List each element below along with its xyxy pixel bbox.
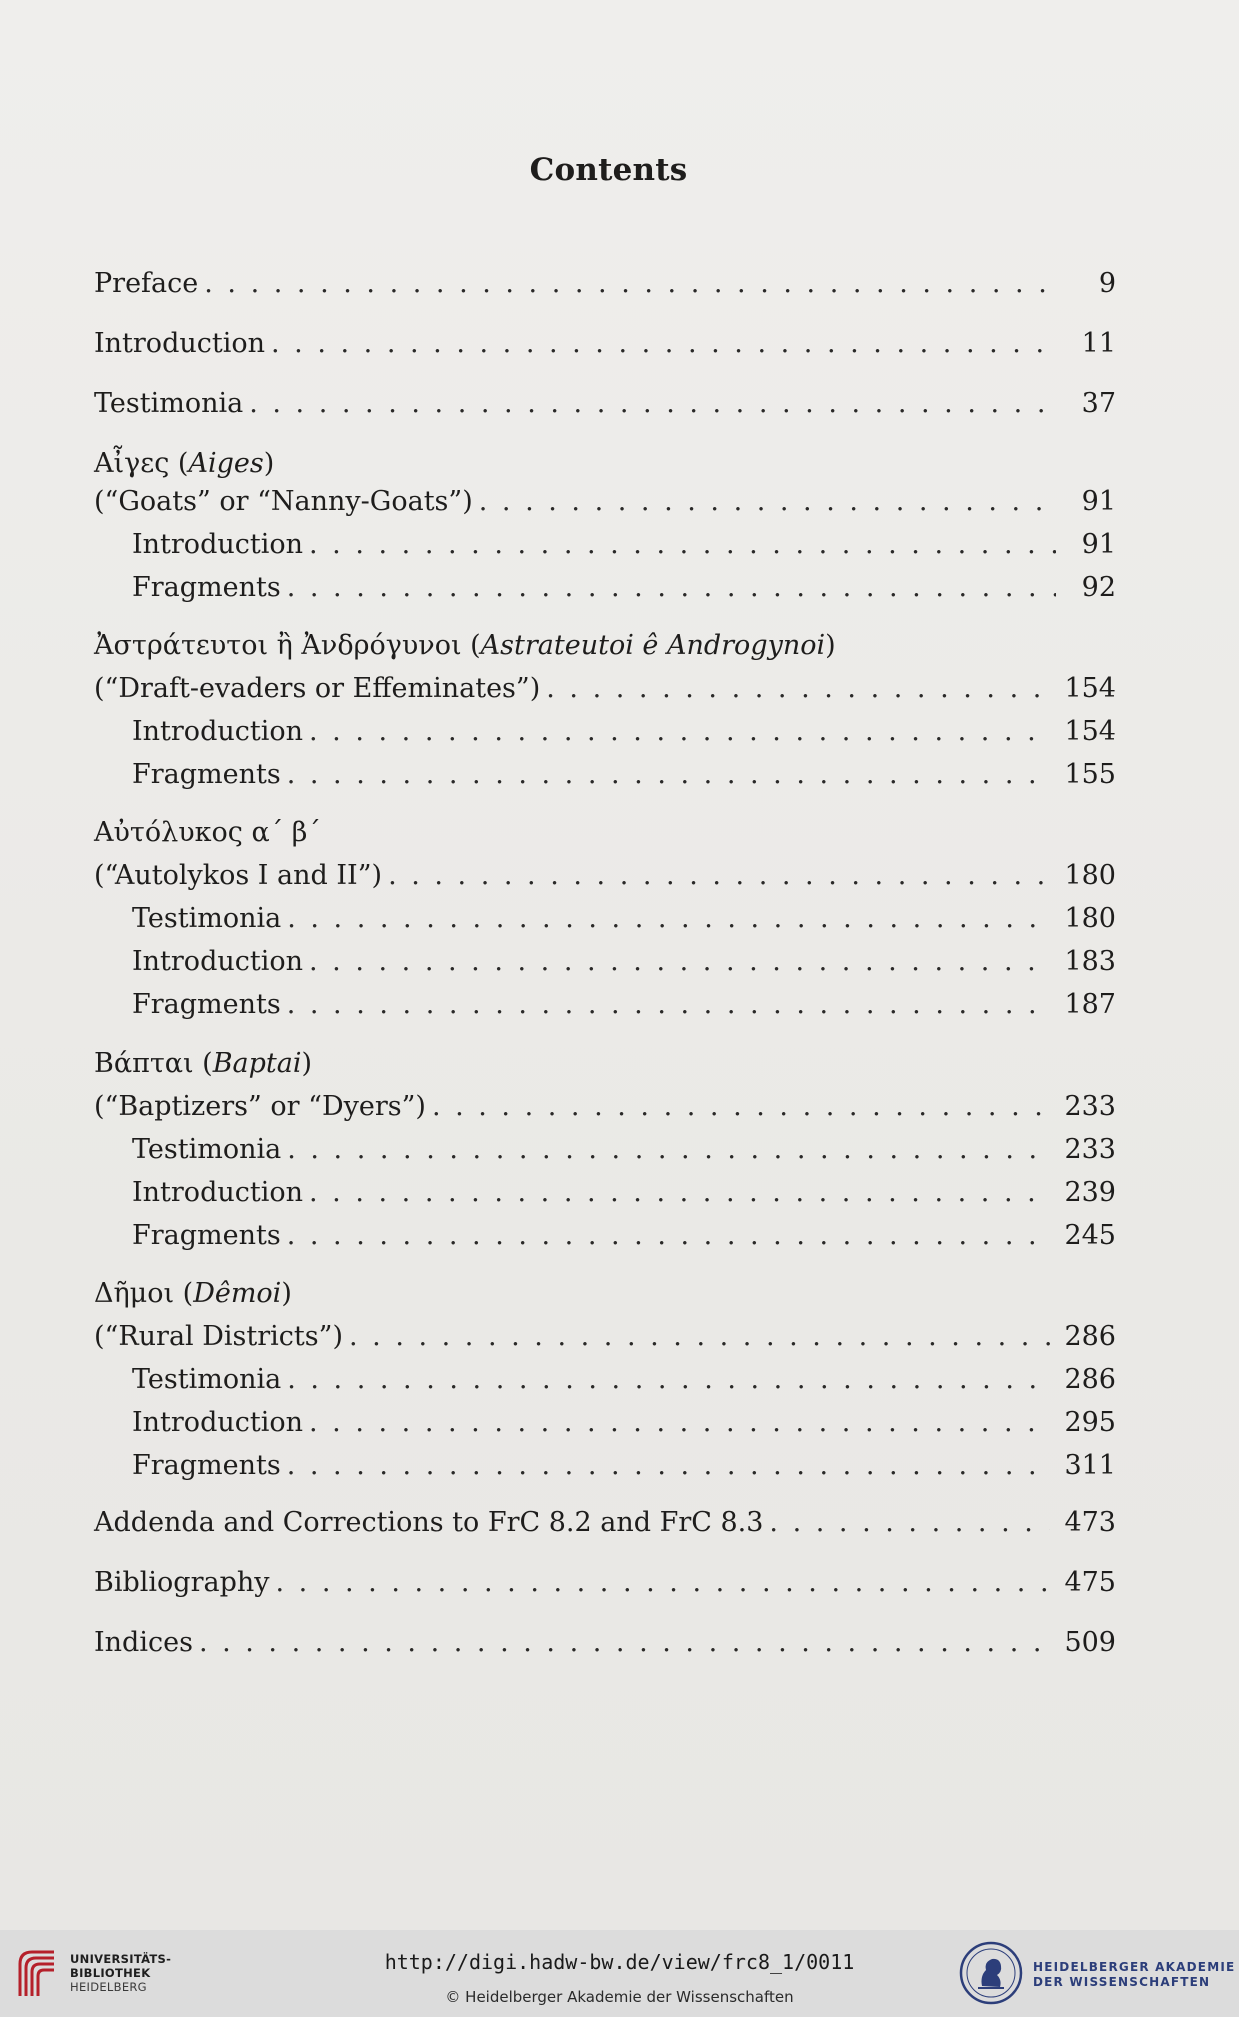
leader-dots <box>287 568 1056 608</box>
copyright-notice: © Heidelberger Akademie der Wissenschaften <box>445 1988 794 2006</box>
greek-title: Ἀστράτευτοι ἢ Ἀνδρόγυνοι <box>94 630 462 661</box>
toc-page-number: 11 <box>1081 328 1116 359</box>
toc-label: Testimonia <box>94 388 244 419</box>
leader-dots <box>432 1087 1051 1127</box>
leader-dots <box>388 856 1050 896</box>
toc-subentry[interactable] <box>132 1173 1116 1213</box>
toc-subentry[interactable] <box>132 1216 1116 1256</box>
toc-label: Bibliography <box>94 1567 270 1598</box>
footer-bar <box>0 1930 1239 2017</box>
toc-page-number: 187 <box>1064 989 1116 1020</box>
academy-name-line: HEIDELBERGER AKADEMIE <box>1033 1960 1236 1974</box>
toc-page-number: 473 <box>1064 1507 1116 1538</box>
leader-dots <box>769 1503 1050 1543</box>
transliterated-title: Aiges <box>188 448 264 479</box>
play-heading-demoi: Δῆμοι (Dêmoi) <box>94 1278 292 1309</box>
leader-dots <box>309 1403 1050 1443</box>
toc-page-number: 245 <box>1064 1220 1116 1251</box>
page-title: Contents <box>529 152 688 188</box>
toc-entry-autolykos[interactable] <box>94 856 1116 896</box>
toc-entry-indices[interactable] <box>94 1623 1116 1663</box>
academy-name <box>1033 1960 1235 1990</box>
greek-title: Δῆμοι <box>94 1278 175 1309</box>
academy-name-line: DER WISSENSCHAFTEN <box>1033 1975 1211 1989</box>
greek-title: Βάπται <box>94 1048 194 1079</box>
toc-entry-aiges[interactable] <box>94 482 1116 522</box>
toc-label: Indices <box>94 1627 193 1658</box>
toc-label: Fragments <box>132 1450 281 1481</box>
toc-label: Testimonia <box>132 1364 282 1395</box>
toc-subentry[interactable] <box>132 942 1116 982</box>
leader-dots <box>479 482 1056 522</box>
source-url-link[interactable]: http://digi.hadw-bw.de/view/frc8_1/0011 <box>384 1950 855 1974</box>
leader-dots <box>287 1360 1050 1400</box>
toc-label: Testimonia <box>132 1134 282 1165</box>
toc-page-number: 509 <box>1064 1627 1116 1658</box>
toc-label: Introduction <box>132 716 303 747</box>
toc-label: Addenda and Corrections to FrC 8.2 and FrC 8.3 <box>94 1507 764 1538</box>
toc-entry-introduction[interactable] <box>94 324 1116 364</box>
toc-label: Preface <box>94 268 199 299</box>
toc-subentry[interactable] <box>132 1130 1116 1170</box>
toc-label: (“Baptizers” or “Dyers”) <box>94 1091 426 1122</box>
leader-dots <box>204 264 1056 304</box>
leader-dots <box>287 755 1051 795</box>
toc-entry-preface[interactable] <box>94 264 1116 304</box>
toc-page-number: 91 <box>1081 529 1116 560</box>
leader-dots <box>287 1130 1050 1170</box>
toc-label: Introduction <box>132 1177 303 1208</box>
transliterated-title: Dêmoi <box>193 1278 282 1309</box>
toc-subentry[interactable] <box>132 568 1116 608</box>
toc-entry-bibliography[interactable] <box>94 1563 1116 1603</box>
toc-entry-addenda[interactable] <box>94 1503 1116 1543</box>
toc-subentry[interactable] <box>132 755 1116 795</box>
toc-label: (“Goats” or “Nanny-Goats”) <box>94 486 473 517</box>
play-heading-autolykos <box>94 813 321 853</box>
toc-page-number: 286 <box>1064 1364 1116 1395</box>
play-heading-astrateutoi: Ἀστράτευτοι ἢ Ἀνδρόγυνοι (Astrateutoi ê Androgynoi) <box>94 630 836 661</box>
leader-dots <box>287 1216 1051 1256</box>
toc-subentry[interactable] <box>132 899 1116 939</box>
leader-dots <box>309 942 1050 982</box>
toc-entry-baptai[interactable] <box>94 1087 1116 1127</box>
toc-page-number: 311 <box>1064 1450 1116 1481</box>
toc-page-number: 91 <box>1081 486 1116 517</box>
toc-page-number: 180 <box>1064 860 1116 891</box>
toc-entry-testimonia[interactable] <box>94 384 1116 424</box>
toc-page-number: 295 <box>1064 1407 1116 1438</box>
toc-entry-demoi[interactable] <box>94 1317 1116 1357</box>
toc-page-number: 183 <box>1064 946 1116 977</box>
toc-label: (“Autolykos I and II”) <box>94 860 383 891</box>
toc-label: Fragments <box>132 759 281 790</box>
toc-label: Introduction <box>132 529 303 560</box>
leader-dots <box>309 525 1056 565</box>
toc-label: Introduction <box>132 946 303 977</box>
toc-label: (“Rural Districts”) <box>94 1321 343 1352</box>
toc-label: (“Draft-evaders or Effeminates”) <box>94 673 541 704</box>
leader-dots <box>349 1317 1050 1357</box>
toc-subentry[interactable] <box>132 1360 1116 1400</box>
library-name-line: BIBLIOTHEK <box>70 1966 151 1980</box>
toc-label: Testimonia <box>132 903 282 934</box>
toc-label: Introduction <box>94 328 265 359</box>
toc-page-number: 37 <box>1081 388 1116 419</box>
toc-label: Fragments <box>132 572 281 603</box>
play-heading-baptai: Βάπται (Baptai) <box>94 1048 313 1079</box>
leader-dots <box>199 1623 1051 1663</box>
toc-label: Fragments <box>132 1220 281 1251</box>
greek-title: Αἶγες <box>94 448 170 479</box>
academy-seal-icon <box>958 1940 1024 2006</box>
leader-dots <box>287 899 1050 939</box>
transliterated-title: Astrateutoi ê Androgynoi <box>480 630 826 661</box>
toc-entry-astrateutoi[interactable] <box>94 669 1116 709</box>
library-name-line: HEIDELBERG <box>70 1980 147 1994</box>
toc-label: Fragments <box>132 989 281 1020</box>
transliterated-title: Baptai <box>212 1048 302 1079</box>
leader-dots <box>287 1446 1051 1486</box>
toc-page-number: 475 <box>1064 1567 1116 1598</box>
toc-page-number: 154 <box>1064 673 1116 704</box>
leader-dots <box>287 985 1051 1025</box>
toc-page-number: 233 <box>1064 1134 1116 1165</box>
leader-dots <box>546 669 1050 709</box>
leader-dots <box>276 1563 1051 1603</box>
greek-title: Αὐτόλυκος α΄ β΄ <box>94 817 321 848</box>
toc-subentry[interactable] <box>132 712 1116 752</box>
toc-label: Introduction <box>132 1407 303 1438</box>
toc-page-number: 233 <box>1064 1091 1116 1122</box>
toc-page-number: 180 <box>1064 903 1116 934</box>
toc-subentry[interactable] <box>132 525 1116 565</box>
play-heading-aiges: Αἶγες (Aiges) <box>94 448 275 479</box>
leader-dots <box>249 384 1056 424</box>
toc-page-number: 9 <box>1098 268 1116 299</box>
leader-dots <box>309 1173 1050 1213</box>
leader-dots <box>271 324 1056 364</box>
toc-page-number: 154 <box>1064 716 1116 747</box>
toc-page-number: 155 <box>1064 759 1116 790</box>
leader-dots <box>309 712 1050 752</box>
library-name-line: UNIVERSITÄTS- <box>70 1952 172 1966</box>
toc-subentry[interactable] <box>132 1403 1116 1443</box>
toc-page-number: 92 <box>1081 572 1116 603</box>
toc-subentry[interactable] <box>132 1446 1116 1486</box>
toc-page-number: 239 <box>1064 1177 1116 1208</box>
toc-page-number: 286 <box>1064 1321 1116 1352</box>
toc-subentry[interactable] <box>132 985 1116 1025</box>
